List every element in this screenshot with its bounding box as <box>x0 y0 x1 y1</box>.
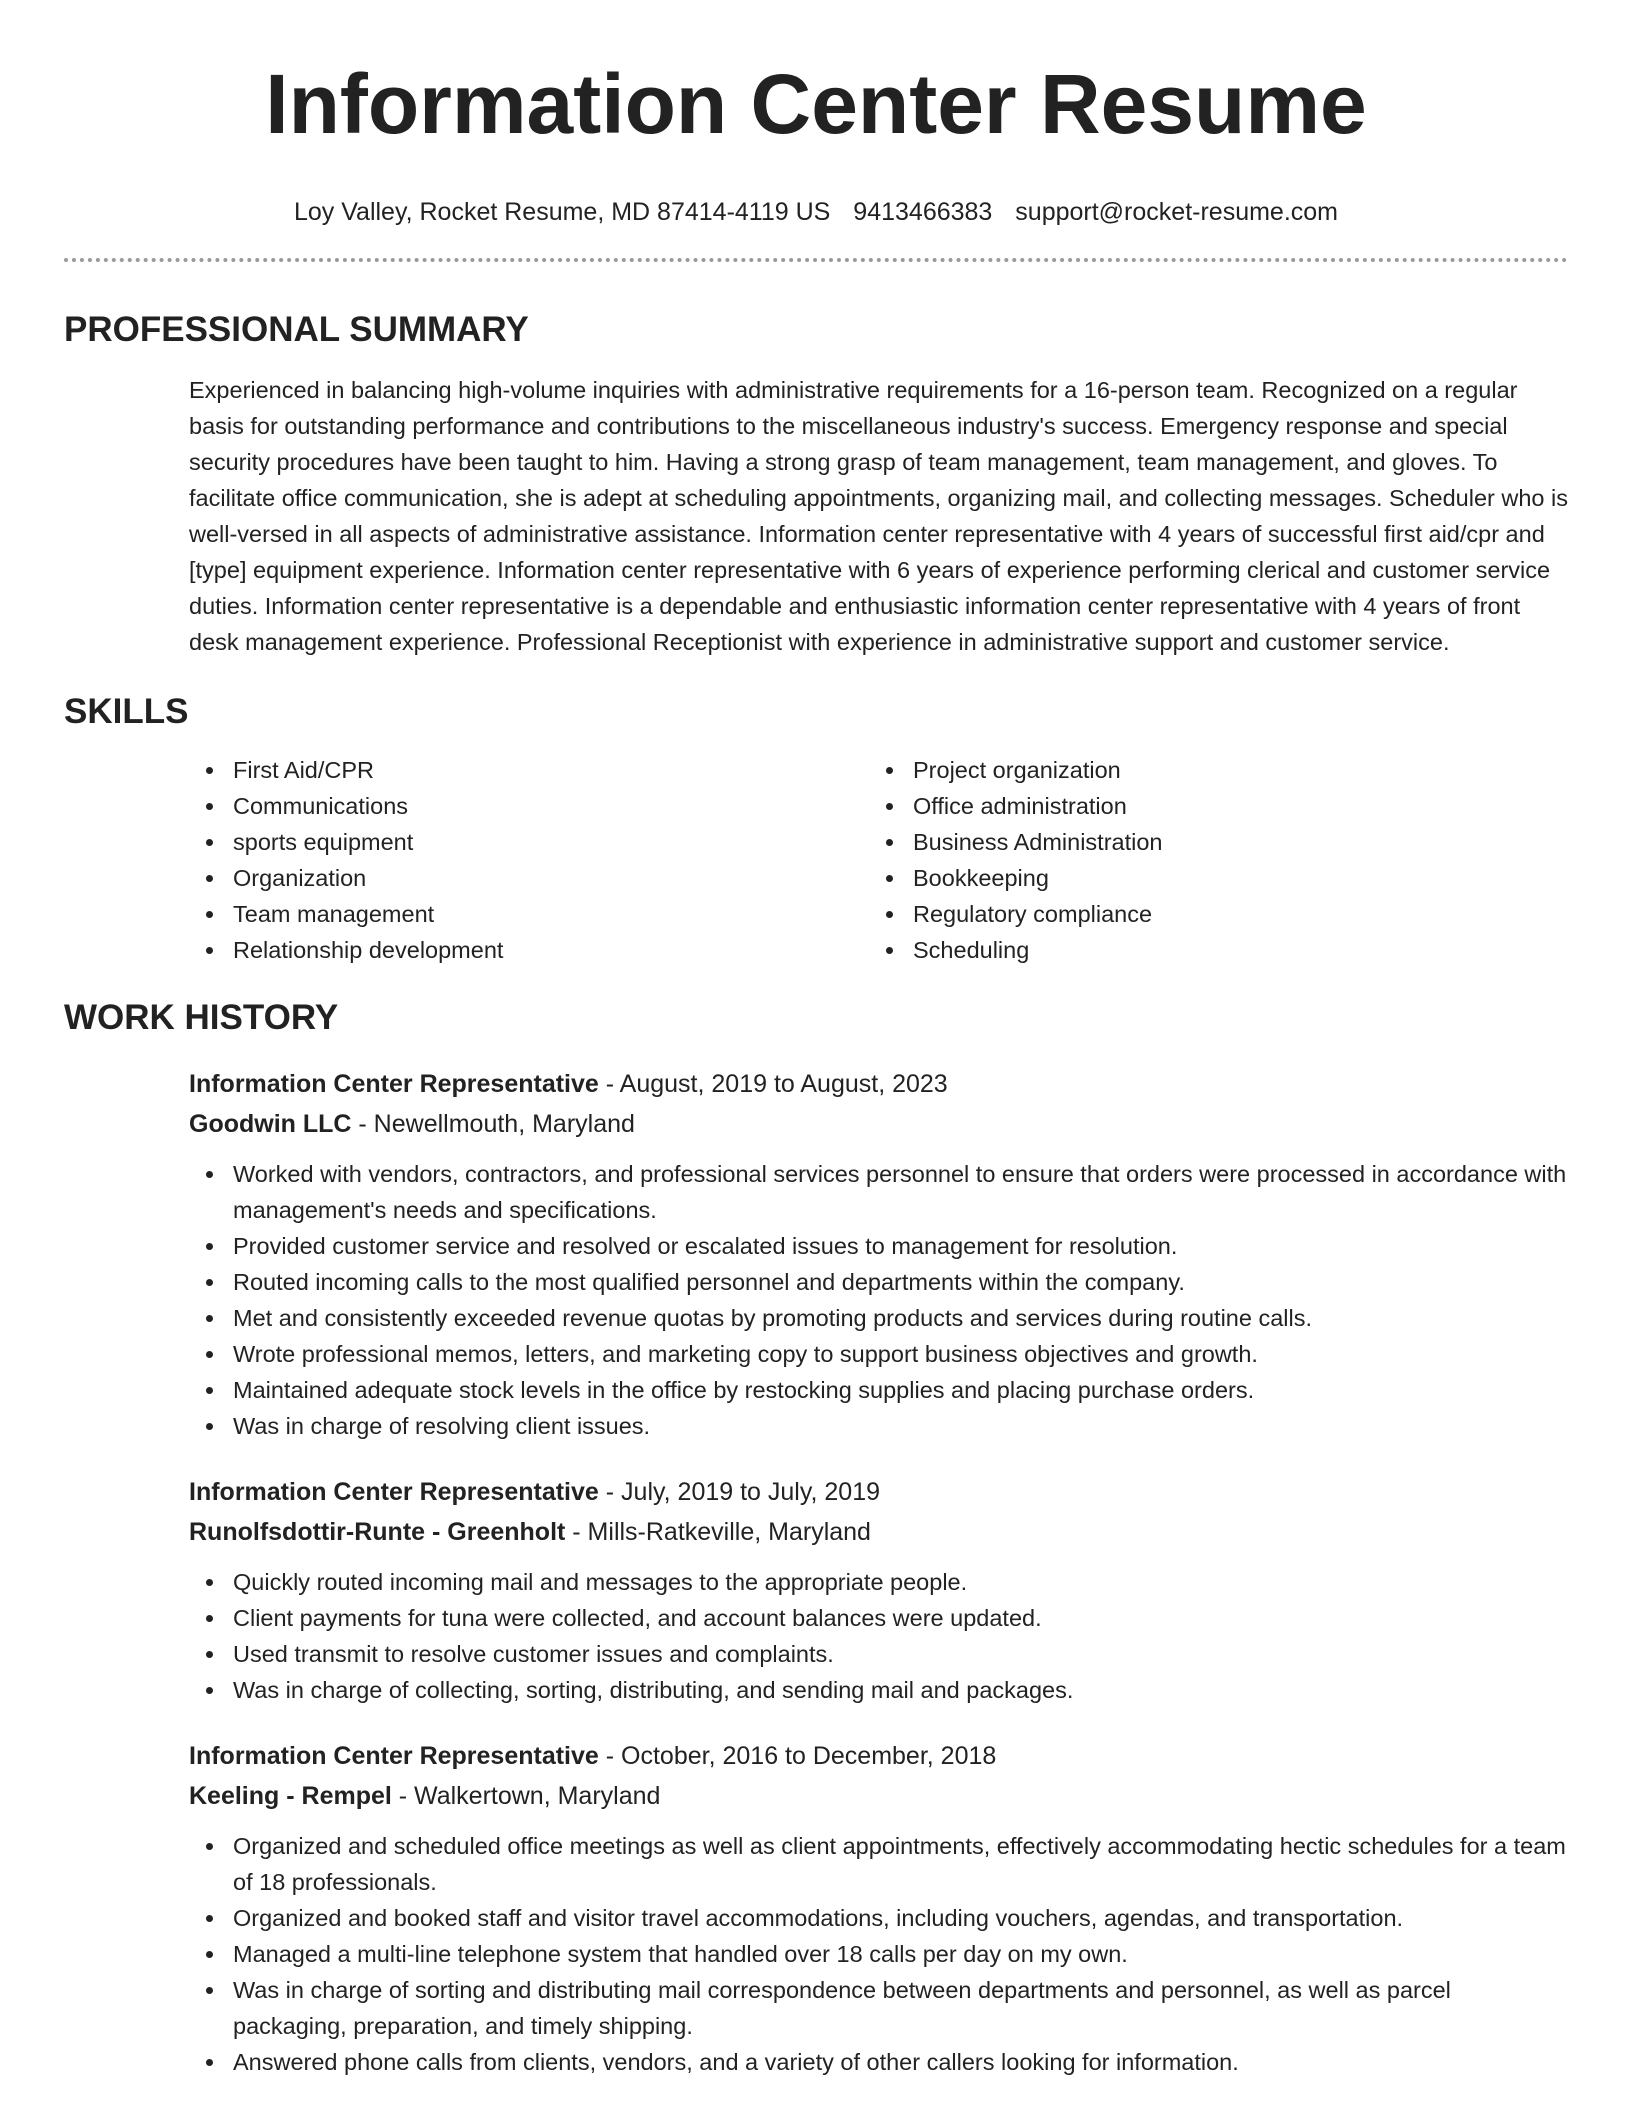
job-company-line <box>189 1776 1568 1816</box>
page-title: Information Center Resume <box>265 57 1367 151</box>
skill-item: Relationship development <box>189 932 869 968</box>
job-title: Information Center Representative <box>189 1478 599 1506</box>
job-company-line <box>189 1512 1568 1552</box>
duty-item: Client payments for tuna were collected, and account balances were updated. <box>189 1600 1568 1636</box>
skill-item: Project organization <box>869 752 1549 788</box>
skill-item: First Aid/CPR <box>189 752 869 788</box>
job-title-line <box>189 1472 1568 1512</box>
duty-item: Answered phone calls from clients, vendors, and a variety of other callers looking for information. <box>189 2044 1568 2080</box>
skills-column-left <box>189 752 869 968</box>
job-title: Information Center Representative <box>189 1070 599 1098</box>
contact-address: Loy Valley, Rocket Resume, MD 87414-4119 US <box>293 198 831 226</box>
duty-item: Quickly routed incoming mail and messages to the appropriate people. <box>189 1564 1568 1600</box>
contact-phone: 9413466383 <box>853 198 993 226</box>
duty-item: Provided customer service and resolved or escalated issues to management for resolution. <box>189 1228 1568 1264</box>
job-duties <box>189 1564 1568 1708</box>
job-company: Keeling - Rempel <box>189 1782 392 1810</box>
skill-item: Business Administration <box>869 824 1549 860</box>
skill-item: Scheduling <box>869 932 1549 968</box>
contact-email: support@rocket-resume.com <box>1015 198 1339 226</box>
skills-heading: SKILLS <box>64 692 189 731</box>
job-entry <box>189 1472 1568 1708</box>
job-entry <box>189 1064 1568 1444</box>
job-dates: - October, 2016 to December, 2018 <box>598 1742 997 1770</box>
skills-list <box>189 752 1568 968</box>
skill-item: Office administration <box>869 788 1549 824</box>
duty-item: Used transmit to resolve customer issues and complaints. <box>189 1636 1568 1672</box>
job-dates: - August, 2019 to August, 2023 <box>598 1070 948 1098</box>
summary-heading: PROFESSIONAL SUMMARY <box>64 310 529 349</box>
job-company-line <box>189 1104 1568 1144</box>
job-company: Runolfsdottir-Runte - Greenholt <box>189 1518 566 1546</box>
skill-item: Regulatory compliance <box>869 896 1549 932</box>
job-title: Information Center Representative <box>189 1742 599 1770</box>
skill-item: Bookkeeping <box>869 860 1549 896</box>
job-title-line <box>189 1736 1568 1776</box>
job-duties <box>189 1156 1568 1444</box>
work-history-heading: WORK HISTORY <box>64 998 339 1037</box>
job-location: - Newellmouth, Maryland <box>351 1110 635 1138</box>
skill-item: Team management <box>189 896 869 932</box>
job-dates: - July, 2019 to July, 2019 <box>598 1478 881 1506</box>
duty-item: Was in charge of sorting and distributing mail correspondence between departments and personnel, as well as parcel packaging, preparation, and timely shipping. <box>189 1972 1568 2044</box>
job-location: - Mills-Ratkeville, Maryland <box>565 1518 871 1546</box>
skills-column-right <box>869 752 1549 968</box>
job-company: Goodwin LLC <box>189 1110 352 1138</box>
header-divider <box>64 258 1568 262</box>
summary-text: Experienced in balancing high-volume inquiries with administrative requirements for a 16-person team. Recognized on a regular basis for outstanding performance and contributions to the miscellaneous industry's success. Emergency response and special security procedures have been taught to him. Having a strong grasp of team management, team management, and gloves. To facilitate office communication, she is adept at scheduling appointments, organizing mail, and collecting messages. Scheduler who is well-versed in all aspects of administrative assistance. Information center representative with 4 years of successful first aid/cpr and [type] equipment experience. Information center representative with 6 years of experience performing clerical and customer service duties. Information center representative is a dependable and enthusiastic information center representative with 4 years of front desk management experience. Professional Receptionist with experience in administrative support and customer service. <box>189 377 1568 655</box>
duty-item: Organized and booked staff and visitor travel accommodations, including vouchers, agendas, and transportation. <box>189 1900 1568 1936</box>
job-duties <box>189 1828 1568 2080</box>
duty-item: Routed incoming calls to the most qualified personnel and departments within the company. <box>189 1264 1568 1300</box>
duty-item: Met and consistently exceeded revenue quotas by promoting products and services during routine calls. <box>189 1300 1568 1336</box>
job-entry <box>189 1736 1568 2080</box>
skill-item: Communications <box>189 788 869 824</box>
duty-item: Was in charge of collecting, sorting, distributing, and sending mail and packages. <box>189 1672 1568 1708</box>
skill-item: sports equipment <box>189 824 869 860</box>
job-location: - Walkertown, Maryland <box>391 1782 661 1810</box>
duty-item: Maintained adequate stock levels in the office by restocking supplies and placing purchase orders. <box>189 1372 1568 1408</box>
duty-item: Managed a multi-line telephone system that handled over 18 calls per day on my own. <box>189 1936 1568 1972</box>
duty-item: Worked with vendors, contractors, and professional services personnel to ensure that orders were processed in accordance with management's needs and specifications. <box>189 1156 1568 1228</box>
duty-item: Was in charge of resolving client issues. <box>189 1408 1568 1444</box>
duty-item: Wrote professional memos, letters, and marketing copy to support business objectives and growth. <box>189 1336 1568 1372</box>
duty-item: Organized and scheduled office meetings as well as client appointments, effectively accommodating hectic schedules for a team of 18 professionals. <box>189 1828 1568 1900</box>
job-title-line <box>189 1064 1568 1104</box>
contact-line <box>64 196 1568 228</box>
skill-item: Organization <box>189 860 869 896</box>
